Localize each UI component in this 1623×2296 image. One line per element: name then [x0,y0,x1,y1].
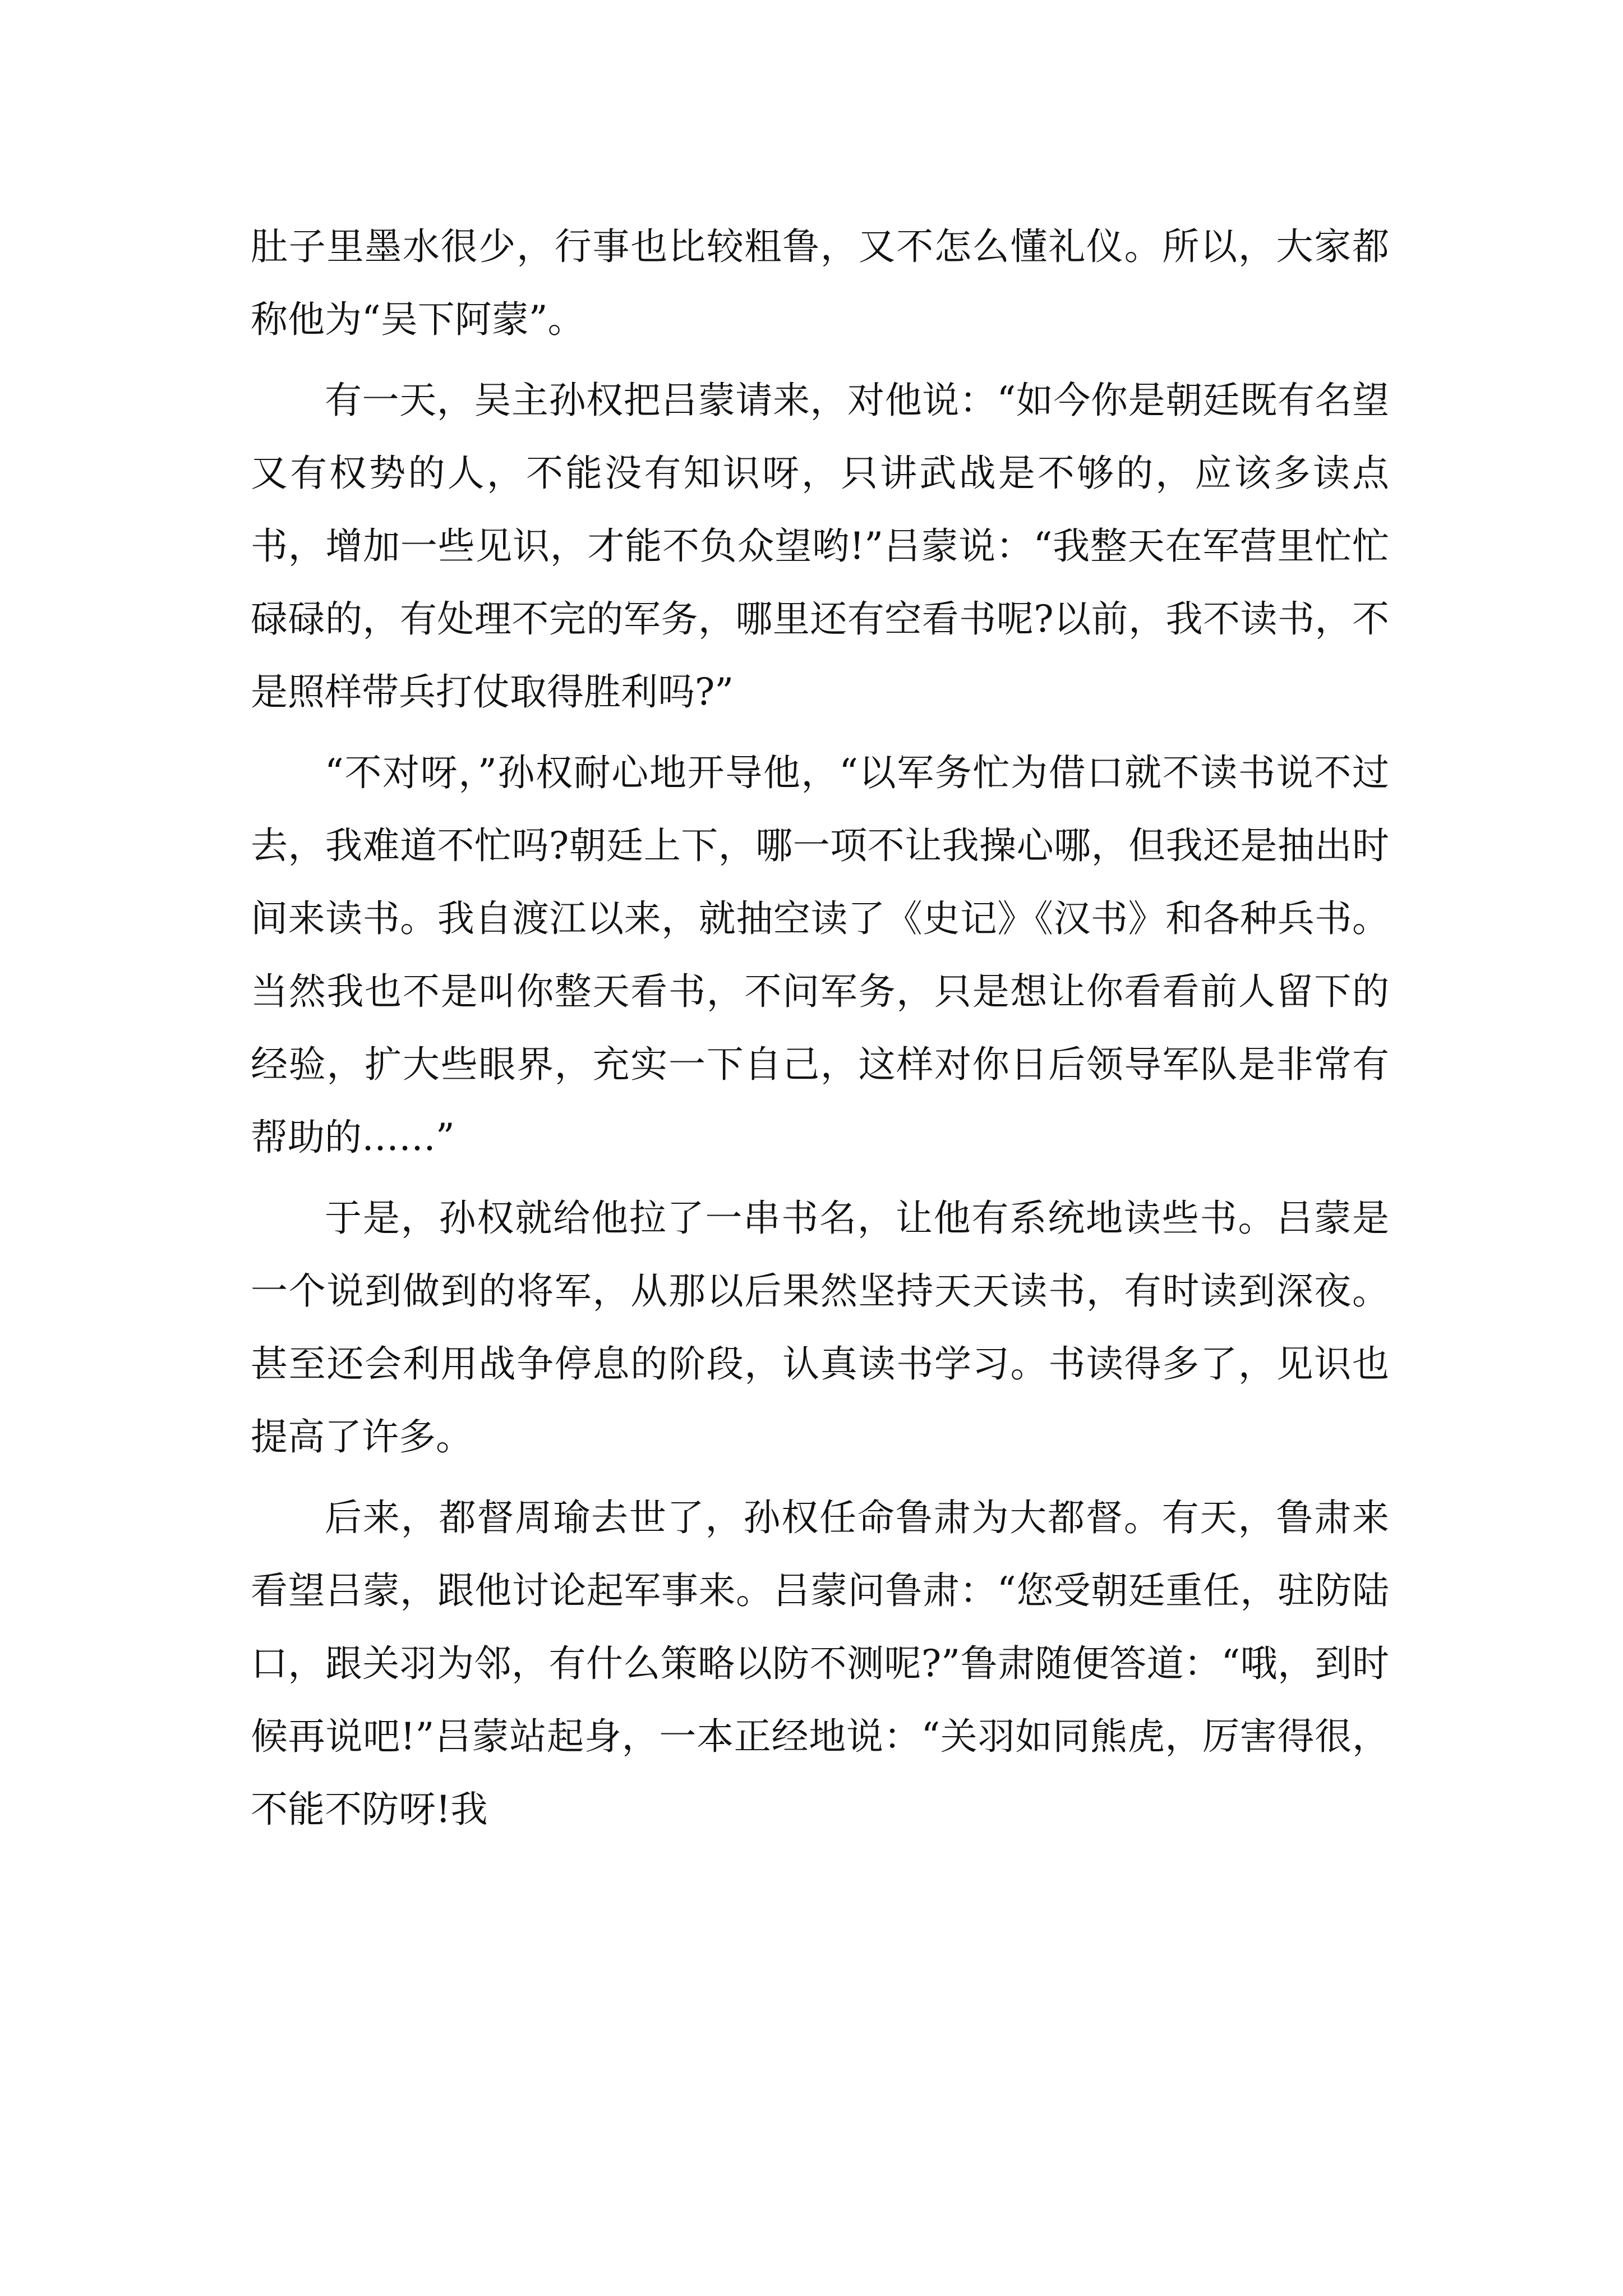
paragraph: 后来，都督周瑜去世了，孙权任命鲁肃为大都督。有天，鲁肃来看望吕蒙，跟他讨论起军事来。吕蒙问鲁肃：“您受朝廷重任，驻防陆口，跟关羽为邻，有什么策略以防不测呢?”鲁肃随便答道：“哦，到时候再说吧!”吕蒙站起身，一本正经地说：“关羽如同熊虎，厉害得很，不能不防呀!我 [251,1496,1389,1831]
paragraph: “不对呀，”孙权耐心地开导他，“以军务忙为借口就不读书说不过去，我难道不忙吗?朝廷上下，哪一项不让我操心哪，但我还是抽出时间来读书。我自渡江以来，就抽空读了《史记》《汉书》和各种兵书。当然我也不是叫你整天看书，不问军务，只是想让你看看前人留下的经验，扩大些眼界，充实一下自己，这样对你日后领导军队是非常有帮助的……” [251,751,1389,1159]
paragraph: 有一天，吴主孙权把吕蒙请来，对他说：“如今你是朝廷既有名望又有权势的人，不能没有知识呀，只讲武战是不够的，应该多读点书，增加一些见识，才能不负众望哟!”吕蒙说：“我整天在军营里忙忙碌碌的，有处理不完的军务，哪里还有空看书呢?以前，我不读书，不是照样带兵打仗取得胜利吗?” [251,379,1389,714]
paragraph-continuation: 肚子里墨水很少，行事也比较粗鲁，又不怎么懂礼仪。所以，大家都称他为“吴下阿蒙”。 [251,225,1389,341]
story-text [251,210,1389,1846]
paragraph: 于是，孙权就给他拉了一串书名，让他有系统地读些书。吕蒙是一个说到做到的将军，从那以后果然坚持天天读书，有时读到深夜。甚至还会利用战争停息的阶段，认真读书学习。书读得多了，见识也提高了许多。 [251,1197,1389,1458]
